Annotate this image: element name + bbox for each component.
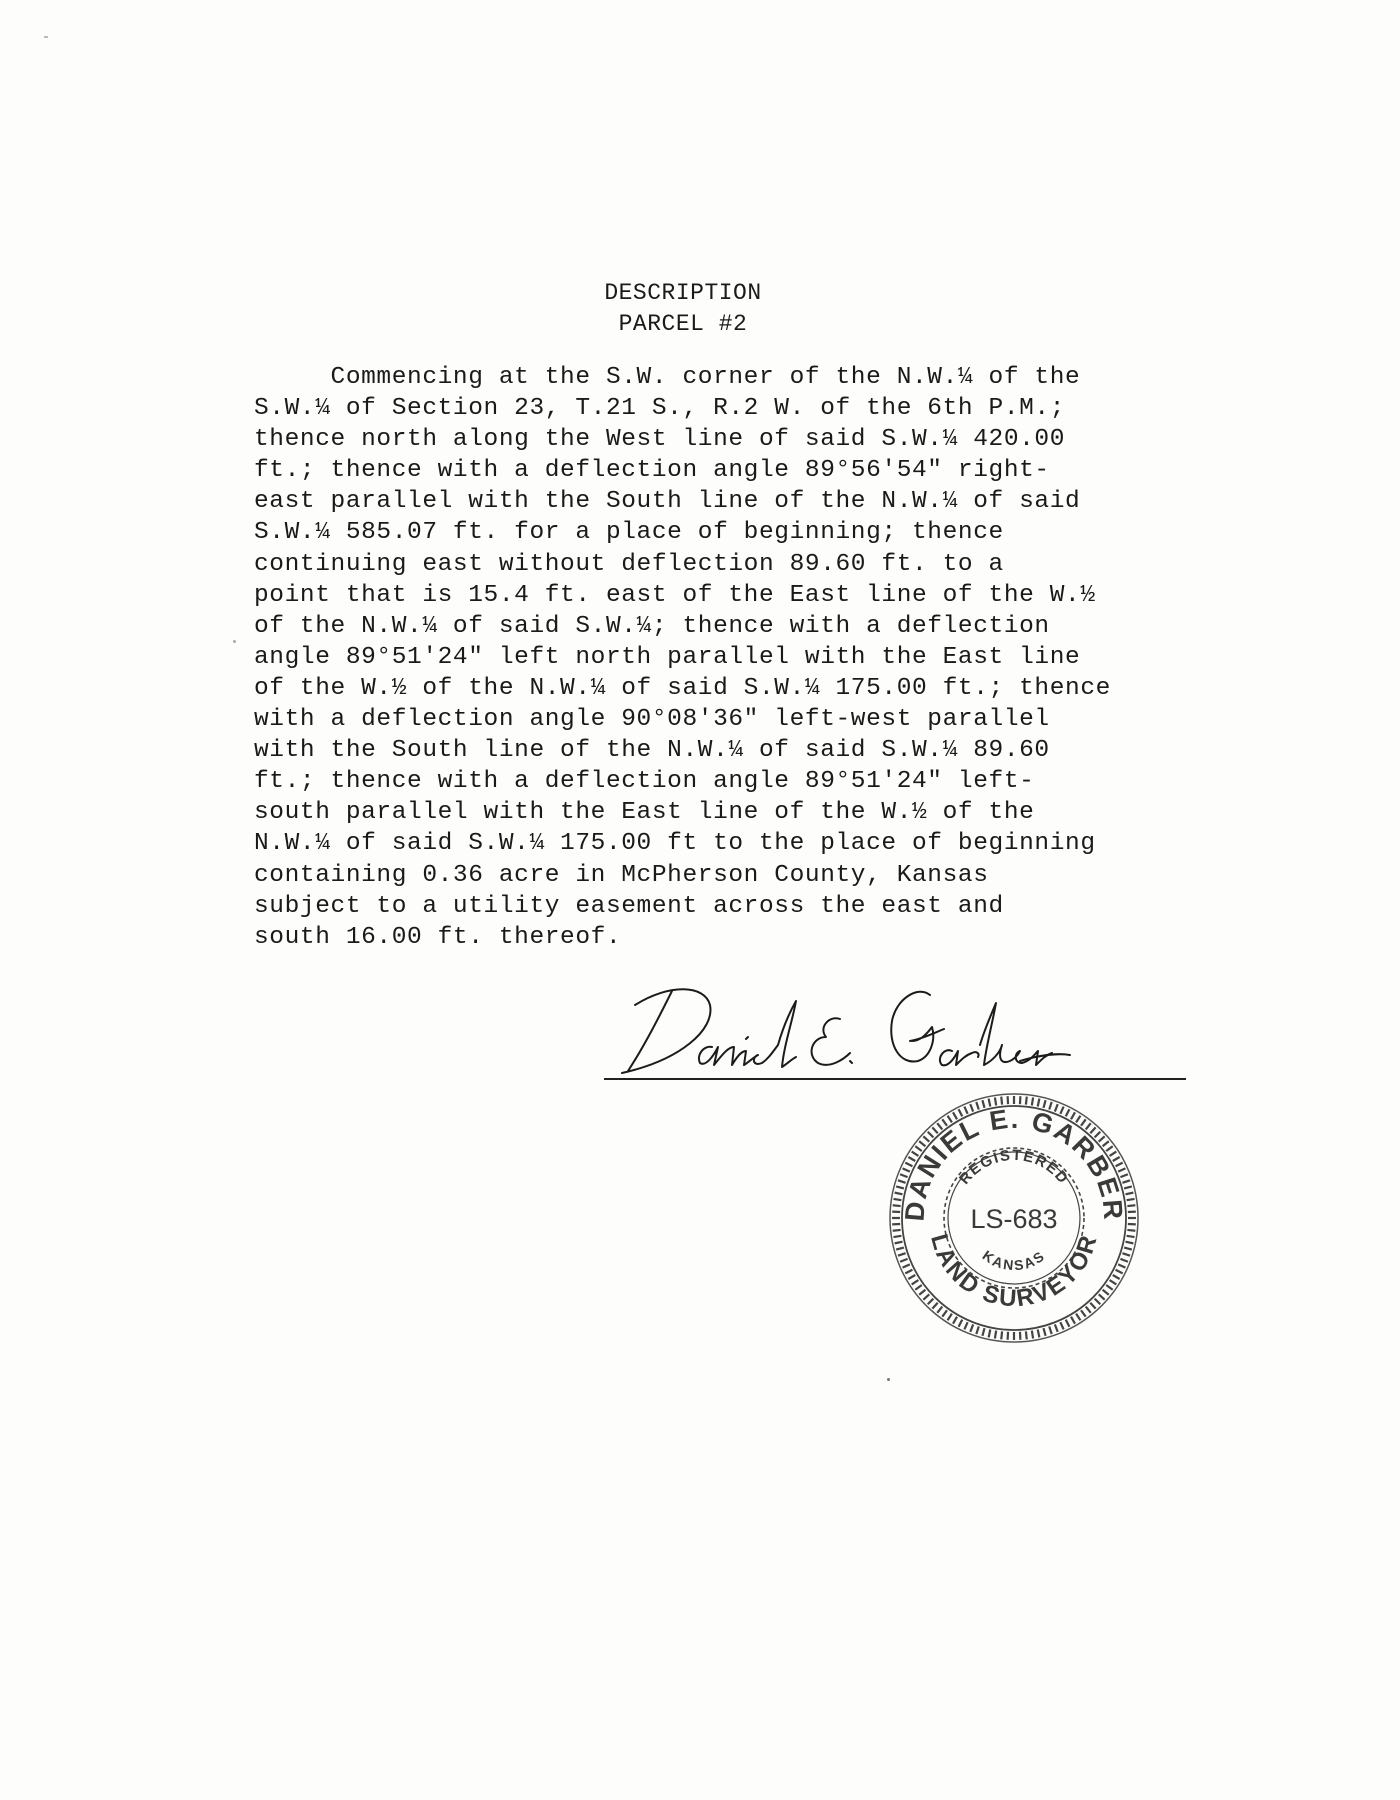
seal-serration [964,1107,967,1114]
seal-serration [893,1205,901,1206]
description-line: with a deflection angle 90°08'36" left-west parallel [254,706,1050,734]
description-line: south parallel with the East line of the W.½ of the [254,799,1035,827]
seal-serration [959,1320,963,1327]
seal-serration [894,1199,902,1200]
seal-serration [896,1186,904,1188]
seal-serration [908,1157,915,1161]
seal-serration [1118,1168,1125,1171]
seal-serration [896,1248,904,1250]
seal-serration [1001,1331,1002,1339]
seal-serration [942,1119,947,1125]
seal-serration [1086,1123,1091,1129]
seal-title: LAND SURVEYOR [925,1230,1103,1313]
seal-serration [1044,1328,1046,1336]
seal-serration [1095,1132,1101,1138]
seal-serration [989,1330,991,1338]
seal-serration [1126,1193,1134,1195]
seal-serration [1032,1098,1033,1106]
seal-serration [1090,1127,1095,1133]
seal-serration [895,1193,903,1195]
seal-serration [1026,1331,1027,1339]
seal-serration [895,1242,903,1244]
description-line: continuing east without deflection 89.60 ft. to a [254,550,1004,578]
seal-serration [995,1331,996,1339]
seal-serration [937,1307,942,1313]
paper-speck [44,36,48,38]
seal-serration [928,1132,934,1138]
seal-serration [1124,1248,1132,1250]
seal-serration [903,1168,910,1171]
seal-serration [1127,1236,1135,1237]
seal-serration [1106,1285,1112,1290]
description-line: subject to a utility easement across the east and [254,892,1004,920]
description-line: east parallel with the South line of the N.W.¼ of said [254,488,1081,516]
seal-serration [1001,1097,1002,1105]
seal-serration [1127,1199,1135,1200]
seal-serration [970,1324,973,1331]
description-line: of the N.W.¼ of said S.W.¼; thence with a deflection [254,612,1050,640]
seal-serration [1090,1303,1095,1309]
seal-serration [1106,1146,1112,1151]
seal-serration [900,1174,907,1177]
seal-serration [1120,1174,1127,1177]
seal-serration [893,1230,901,1231]
description-line: point that is 15.4 ft. east of the East line of the W.½ [254,581,1096,609]
seal-serration [1113,1157,1120,1161]
seal-serration [923,1294,929,1299]
description-line: S.W.¼ 585.07 ft. for a place of beginning; thence [254,519,1004,547]
seal-serration [1116,1163,1123,1167]
seal-serration [982,1328,984,1336]
description-line: angle 89°51'24" left north parallel with the East line [254,643,1081,671]
seal-serration [937,1123,942,1129]
surveyor-seal [878,1082,1150,1354]
seal-serration [903,1264,910,1267]
legal-description [254,362,1194,953]
seal-serration [982,1100,984,1108]
seal-serration [959,1109,963,1116]
seal-serration [976,1102,978,1110]
description-line: Commencing at the S.W. corner of the N.W.¼ of the [254,364,1081,391]
seal-serration [1060,1107,1063,1114]
description-line: thence north along the West line of said S.W.¼ 420.00 [254,426,1066,454]
seal-serration [989,1099,991,1107]
seal-license-number: LS-683 [970,1204,1058,1234]
seal-serration [1120,1259,1127,1262]
seal-serration [905,1270,912,1274]
seal-serration [1060,1322,1063,1329]
seal-serration [1118,1264,1125,1267]
seal-serration [1103,1141,1109,1146]
seal-serration [923,1136,929,1141]
document-title: DESCRIPTION [604,280,762,306]
seal-serration [915,1285,921,1290]
seal-serration [1038,1099,1040,1107]
seal-serration [970,1104,973,1111]
description-line: N.W.¼ of said S.W.¼ 175.00 ft to the place of beginning [254,830,1096,858]
seal-serration [1055,1104,1058,1111]
seal-serration [1099,1294,1105,1299]
seal-serration [1081,1310,1086,1316]
seal-serration [1099,1136,1105,1141]
document-subtitle: PARCEL #2 [618,311,748,337]
seal-serration [942,1310,947,1316]
seal-serration [1124,1186,1132,1188]
seal-serration [948,1314,952,1321]
seal-serration [1116,1270,1123,1274]
seal-serration [1103,1290,1109,1295]
paper-speck [887,1378,890,1381]
description-line: ft.; thence with a deflection angle 89°56'54" right- [254,457,1050,485]
seal-serration [1113,1275,1120,1279]
seal-serration [894,1236,902,1237]
seal-serration [1038,1330,1040,1338]
svg-text:KANSAS [980,1247,1049,1273]
seal-serration [1076,1314,1080,1321]
seal-registered: REGISTERED [955,1146,1073,1188]
seal-serration [912,1280,919,1284]
signature [600,975,1190,1085]
description-line: containing 0.36 acre in McPherson County, Kansas [254,861,989,889]
seal-serration [1110,1280,1117,1284]
seal-serration [1044,1100,1046,1108]
seal-serration [898,1253,906,1255]
seal-serration [919,1290,925,1295]
seal-serration [1127,1230,1135,1231]
paper-speck [233,640,236,643]
seal-serration [948,1116,952,1123]
seal-serration [953,1112,957,1119]
seal-serration [912,1152,919,1156]
seal-name: DANIEL E. GARBER [899,1103,1129,1223]
seal-serration [1122,1180,1130,1182]
description-line: with the South line of the N.W.¼ of said S.W.¼ 89.60 [254,737,1050,765]
seal-serration [953,1317,957,1324]
seal-serration [919,1141,925,1146]
seal-serration [908,1275,915,1279]
seal-serration [964,1322,967,1329]
seal-serration [1071,1317,1075,1324]
seal-serration [1026,1097,1027,1105]
seal-serration [900,1259,907,1262]
seal-serration [932,1127,937,1133]
seal-state: KANSAS [979,1247,1049,1274]
description-line: ft.; thence with a deflection angle 89°51'24" left- [254,768,1035,796]
description-line: of the W.½ of the N.W.¼ of said S.W.¼ 175.00 ft.; thence [254,674,1111,702]
seal-serration [1127,1205,1135,1206]
seal-serration [1066,1109,1070,1116]
seal-serration [1126,1242,1134,1244]
seal-serration [1086,1307,1091,1313]
seal-serration [995,1098,996,1106]
seal-serration [1071,1112,1075,1119]
seal-serration [1049,1102,1051,1110]
description-line: south 16.00 ft. thereof. [254,923,622,951]
seal-serration [928,1299,934,1305]
seal-serration [898,1180,906,1182]
seal-serration [1032,1331,1033,1339]
seal-serration [905,1163,912,1167]
description-line: S.W.¼ of Section 23, T.21 S., R.2 W. of the 6th P.M.; [254,395,1066,423]
seal-serration [1076,1116,1080,1123]
seal-serration [1110,1152,1117,1156]
seal-serration [932,1303,937,1309]
seal-serration [1066,1320,1070,1327]
seal-serration [1122,1253,1130,1255]
seal-serration [1095,1299,1101,1305]
seal-serration [1055,1324,1058,1331]
seal-serration [1049,1326,1051,1334]
svg-text:REGISTERED [956,1147,1072,1188]
seal-serration [915,1146,921,1151]
seal-serration [976,1326,978,1334]
seal-serration [1081,1119,1086,1125]
